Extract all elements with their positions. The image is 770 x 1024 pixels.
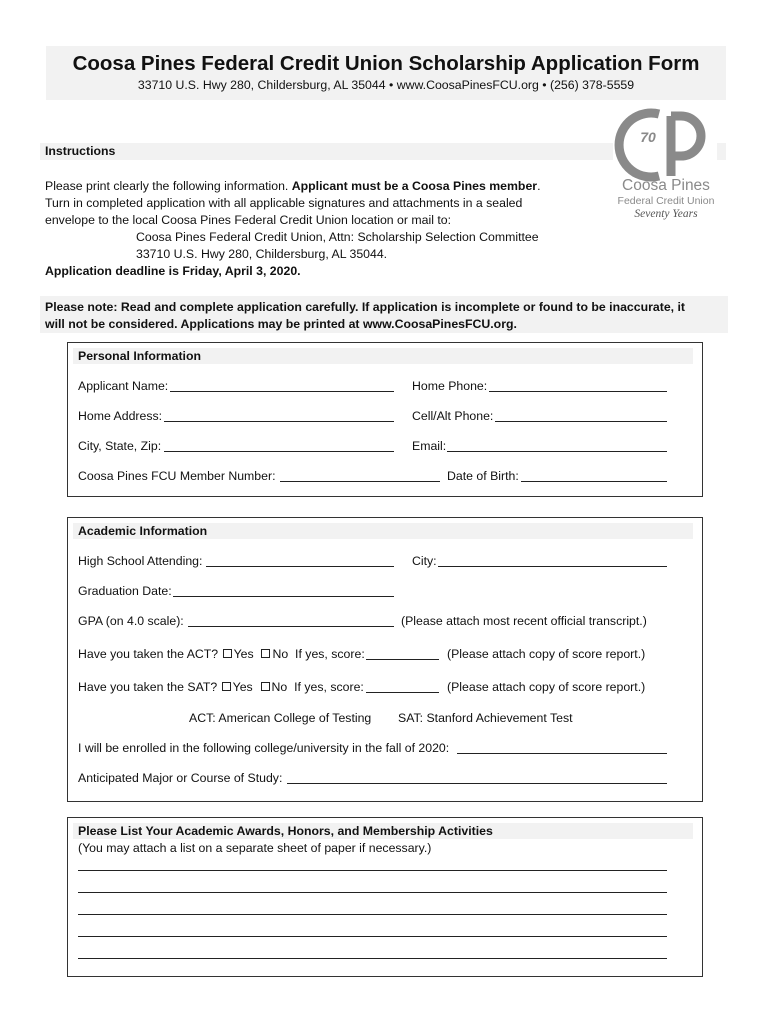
instructions-line-1 xyxy=(45,179,541,193)
instr-period: . xyxy=(537,179,541,193)
act-definition: ACT: American College of Testing xyxy=(189,711,372,725)
city-state-zip-field[interactable] xyxy=(164,451,394,452)
awards-line[interactable] xyxy=(78,870,667,871)
instructions-line-2: Turn in completed application with all applicable signatures and attachments in a sealed xyxy=(45,196,523,210)
logo-name: Coosa Pines xyxy=(622,177,710,194)
home-phone-field[interactable] xyxy=(489,391,667,392)
applicant-name-field[interactable] xyxy=(170,391,394,392)
awards-line[interactable] xyxy=(78,914,667,915)
city-state-zip-label: City, State, Zip: xyxy=(78,439,162,453)
note-line-1: Please note: Read and complete application carefully. If application is incomplete or found to be inaccurate, it xyxy=(45,300,686,314)
contact-line: 33710 U.S. Hwy 280, Childersburg, AL 35044 • www.CoosaPinesFCU.org • (256) 378-5559 xyxy=(137,78,635,92)
act-question: Have you taken the ACT? xyxy=(78,647,219,661)
sat-no-label: No xyxy=(271,680,288,694)
awards-line[interactable] xyxy=(78,892,667,893)
instr-text: Please print clearly the following information. xyxy=(45,179,292,193)
instructions-heading: Instructions xyxy=(45,144,116,158)
mailing-address-2: 33710 U.S. Hwy 280, Childersburg, AL 35044. xyxy=(136,247,388,261)
act-score-field[interactable] xyxy=(366,659,439,660)
sat-score-note: (Please attach copy of score report.) xyxy=(447,680,646,694)
sat-definition: SAT: Stanford Achievement Test xyxy=(398,711,573,725)
deadline: Application deadline is Friday, April 3, 2020. xyxy=(45,264,301,278)
mailing-address-1: Coosa Pines Federal Credit Union, Attn: Scholarship Selection Committee xyxy=(136,230,539,244)
page-title: Coosa Pines Federal Credit Union Scholarship Application Form xyxy=(72,52,700,75)
awards-subheading: (You may attach a list on a separate sheet of paper if necessary.) xyxy=(78,841,432,855)
act-score-note: (Please attach copy of score report.) xyxy=(447,647,646,661)
email-label: Email: xyxy=(412,439,447,453)
high-school-field[interactable] xyxy=(206,566,394,567)
act-row xyxy=(78,647,365,661)
applicant-name-label: Applicant Name: xyxy=(78,379,169,393)
enrolled-label: I will be enrolled in the following college/university in the fall of 2020: xyxy=(78,741,450,755)
home-address-field[interactable] xyxy=(164,421,394,422)
credit-union-logo xyxy=(611,106,721,228)
gpa-label: GPA (on 4.0 scale): xyxy=(78,614,184,628)
sat-score-field[interactable] xyxy=(366,692,439,693)
act-no-checkbox[interactable] xyxy=(261,649,270,658)
member-number-label: Coosa Pines FCU Member Number: xyxy=(78,469,276,483)
dob-field[interactable] xyxy=(521,481,667,482)
logo-tagline: Federal Credit Union xyxy=(617,195,715,207)
school-city-field[interactable] xyxy=(438,566,667,567)
logo-seventy: 70 xyxy=(640,129,656,145)
note-line-2: will not be considered. Applications may be printed at www.CoosaPinesFCU.org. xyxy=(45,317,517,331)
instructions-line-3: envelope to the local Coosa Pines Federal Credit Union location or mail to: xyxy=(45,213,452,227)
gpa-note: (Please attach most recent official transcript.) xyxy=(401,614,647,628)
awards-heading: Please List Your Academic Awards, Honors, and Membership Activities xyxy=(78,824,493,838)
major-field[interactable] xyxy=(287,783,667,784)
awards-line[interactable] xyxy=(78,936,667,937)
sat-yes-checkbox[interactable] xyxy=(222,682,231,691)
sat-question: Have you taken the SAT? xyxy=(78,680,218,694)
sat-yes-label: Yes xyxy=(232,680,253,694)
sat-no-checkbox[interactable] xyxy=(261,682,270,691)
cell-phone-field[interactable] xyxy=(495,421,667,422)
major-label: Anticipated Major or Course of Study: xyxy=(78,771,283,785)
member-number-field[interactable] xyxy=(280,481,440,482)
college-field[interactable] xyxy=(457,753,667,754)
act-no-label: No xyxy=(272,647,289,661)
act-yes-label: Yes xyxy=(233,647,254,661)
cell-phone-label: Cell/Alt Phone: xyxy=(412,409,494,423)
gpa-field[interactable] xyxy=(188,626,394,627)
home-address-label: Home Address: xyxy=(78,409,163,423)
dob-label: Date of Birth: xyxy=(447,469,519,483)
member-requirement: Applicant must be a Coosa Pines member xyxy=(291,179,538,193)
school-city-label: City: xyxy=(412,554,437,568)
logo-anniversary: Seventy Years xyxy=(634,208,698,220)
act-yes-checkbox[interactable] xyxy=(223,649,232,658)
academic-info-heading: Academic Information xyxy=(78,524,208,538)
application-note xyxy=(45,299,725,333)
high-school-label: High School Attending: xyxy=(78,554,203,568)
sat-row xyxy=(78,680,364,694)
email-field[interactable] xyxy=(447,451,667,452)
graduation-date-field[interactable] xyxy=(173,596,394,597)
awards-line[interactable] xyxy=(78,958,667,959)
sat-score-label: If yes, score: xyxy=(294,680,364,694)
personal-info-heading: Personal Information xyxy=(78,349,201,363)
home-phone-label: Home Phone: xyxy=(412,379,488,393)
graduation-date-label: Graduation Date: xyxy=(78,584,172,598)
act-score-label: If yes, score: xyxy=(295,647,365,661)
